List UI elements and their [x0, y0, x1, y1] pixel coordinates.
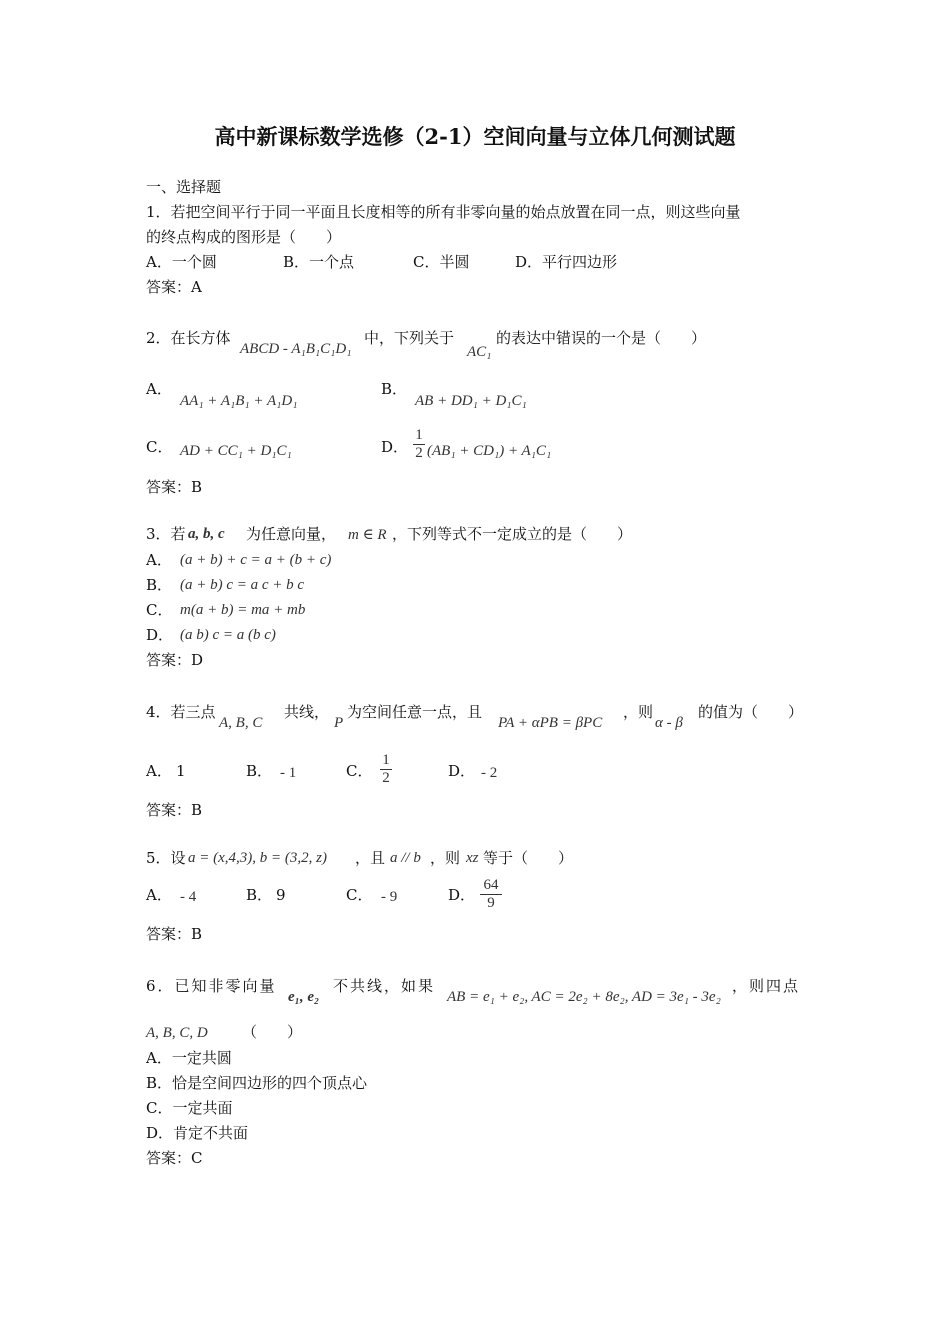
q4-value-a: 1 [176, 762, 186, 780]
q3-option-d-math: (a b) c = a (b c) [180, 627, 276, 643]
q1-option-d: D．平行四边形 [515, 253, 618, 271]
q5-label-c: C． [346, 886, 373, 904]
q5-value-a: - 4 [180, 889, 197, 905]
q6-math-points: A, B, C, D [146, 1025, 208, 1041]
q4-answer: 答案：B [146, 801, 203, 819]
q4-option-c-fraction [380, 752, 392, 787]
q2-label-b: B． [381, 380, 408, 398]
q4-math-equation: PA + αPB = βPC [498, 715, 603, 731]
q6-option-b: B．恰是空间四边形的四个顶点心 [146, 1074, 368, 1092]
q6-stem-d: （ ） [242, 1023, 303, 1041]
q2-option-d-fraction [413, 427, 425, 462]
q2-stem-c: 的表达中错误的一个是（ ） [496, 329, 707, 347]
q2-option-a-math: AA₁ + A₁B₁ + A₁D₁ [180, 393, 298, 409]
q2-answer: 答案：B [146, 478, 203, 496]
q4-stem-c: 为空间任意一点，且 [347, 703, 483, 721]
q3-label-c: C． [146, 601, 173, 619]
q3-label-a: A． [146, 551, 172, 569]
q2-label-c: C． [146, 438, 173, 456]
q5-stem-d: 等于（ ） [483, 849, 574, 867]
q3-label-b: B． [146, 576, 173, 594]
q3-stem-a: 3．若 [146, 525, 186, 543]
q5-answer: 答案：B [146, 925, 203, 943]
q5-stem-a: 5．设 [146, 849, 186, 867]
q2-option-d-math: (AB₁ + CD₁) + A₁C₁ [427, 443, 552, 459]
q1-option-b: B．一个点 [283, 253, 355, 271]
q6-math-equation: AB = e₁ + e₂, AC = 2e₂ + 8e₂, AD = 3e₁ - 3e₂ [447, 989, 721, 1005]
q3-option-a-math: (a + b) + c = a + (b + c) [180, 552, 332, 568]
q4-stem-a: 4．若三点 [146, 703, 216, 721]
q1-stem-line1: 1．若把空间平行于同一平面且长度相等的所有非零向量的始点放置在同一点，则这些向量 [146, 203, 741, 221]
page-title: 高中新课标数学选修（2-1）空间向量与立体几何测试题 [214, 124, 736, 149]
q3-answer: 答案：D [146, 651, 204, 669]
q4-value-d: - 2 [481, 765, 498, 781]
q6-stem-a: 6．已知非零向量 [146, 977, 277, 995]
q6-option-d: D．肯定不共面 [146, 1124, 249, 1142]
q5-d-frac-den: 9 [487, 895, 495, 911]
q2-stem-a: 2．在长方体 [146, 329, 231, 347]
q3-math-vars: a, b, c [188, 526, 225, 542]
q4-label-c: C． [346, 762, 373, 780]
q6-math-e: e₁, e₂ [288, 989, 320, 1005]
q4-stem-e: 的值为（ ） [698, 703, 804, 721]
q1-stem-line2: 的终点构成的图形是（ ） [146, 228, 342, 246]
q4-value-b: - 1 [280, 765, 297, 781]
q5-math-parallel: a // b [390, 850, 421, 866]
q5-value-b: 9 [276, 886, 286, 904]
q4-math-p: P [334, 715, 344, 731]
q5-value-c: - 9 [381, 889, 398, 905]
q4-c-frac-den: 2 [382, 770, 390, 786]
q6-option-c: C．一定共面 [146, 1099, 233, 1117]
q3-math-m: m ∈ R [348, 527, 387, 543]
q5-d-frac-num: 64 [483, 877, 499, 893]
q4-label-a: A． [146, 762, 172, 780]
q3-option-b-math: (a + b) c = a c + b c [180, 577, 305, 593]
q5-stem-c: ，则 [430, 849, 461, 867]
q2-option-c-math: AD + CC₁ + D₁C₁ [180, 443, 292, 459]
q2-math-vec: AC₁ [467, 344, 492, 360]
q5-option-d-fraction [480, 877, 502, 912]
q3-label-d: D． [146, 626, 174, 644]
q5-stem-b: ，且 [355, 849, 386, 867]
q4-c-frac-num: 1 [382, 752, 390, 768]
q1-option-c: C．半圆 [413, 253, 470, 271]
q6-answer: 答案：C [146, 1149, 203, 1167]
q2-option-b-math: AB + DD₁ + D₁C₁ [415, 393, 527, 409]
q2-d-frac-num: 1 [415, 427, 423, 443]
q2-stem-b: 中，下列关于 [364, 329, 455, 347]
q3-stem-c: ，下列等式不一定成立的是（ ） [392, 525, 633, 543]
q2-d-frac-den: 2 [415, 445, 423, 461]
q5-math-def: a = (x,4,3), b = (3,2, z) [188, 850, 327, 866]
q5-label-d: D． [448, 886, 476, 904]
q4-label-b: B． [246, 762, 273, 780]
q3-option-c-math: m(a + b) = ma + mb [180, 602, 306, 618]
q4-stem-b: 共线， [284, 703, 330, 721]
q6-stem-c: ，则四点 [732, 977, 801, 995]
q2-label-a: A． [146, 380, 172, 398]
q5-label-a: A． [146, 886, 172, 904]
q4-stem-d: ，则 [623, 703, 654, 721]
q5-math-xz: xz [466, 850, 479, 866]
q4-math-points: A, B, C [219, 715, 263, 731]
q4-math-expr: α - β [655, 715, 683, 731]
q1-answer: 答案：A [146, 278, 202, 296]
q3-stem-b: 为任意向量， [246, 525, 337, 543]
q6-stem-b: 不共线，如果 [333, 977, 436, 995]
q1-option-a: A．一个圆 [146, 253, 217, 271]
q6-option-a: A．一定共圆 [146, 1049, 232, 1067]
q5-label-b: B． [246, 886, 273, 904]
q4-label-d: D． [448, 762, 476, 780]
q2-math-box: ABCD - A₁B₁C₁D₁ [240, 341, 352, 357]
q2-label-d: D． [381, 438, 409, 456]
section-heading: 一、选择题 [146, 178, 222, 196]
